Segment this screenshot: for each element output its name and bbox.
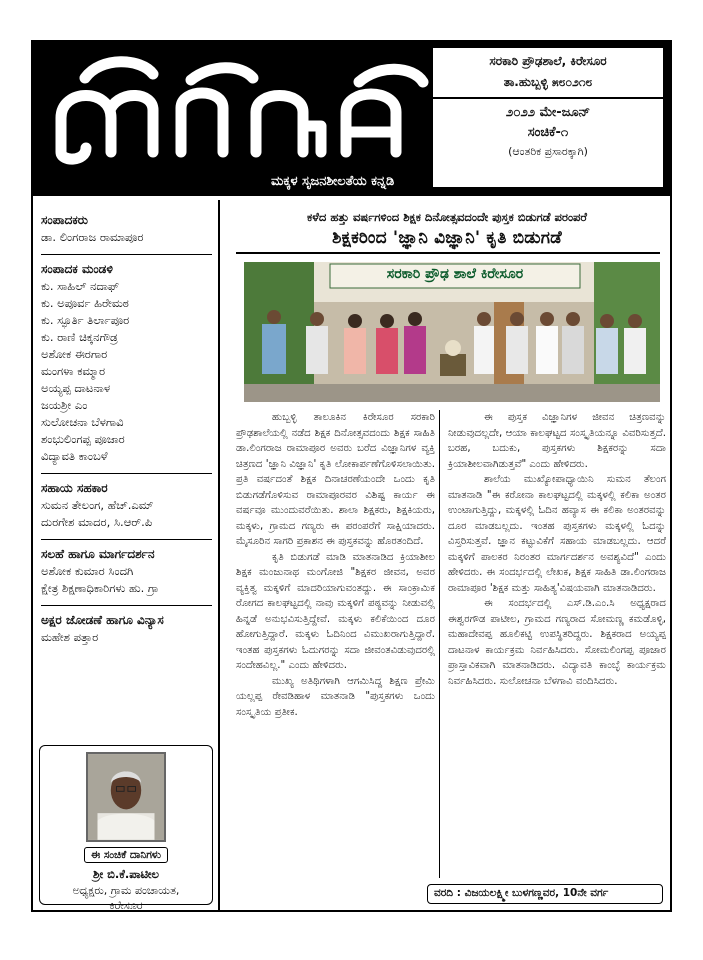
board-member: ವಿದ್ಯಾವತಿ ಕಾಂಬಳೆ: [41, 449, 108, 463]
donor-role: ಅಧ್ಯಕ್ಷರು, ಗ್ರಾಮ ಪಂಚಾಯತ,: [72, 884, 180, 897]
article-paragraph: ಈ ಪುಸ್ತಕ ವಿಜ್ಞಾನಿಗಳ ಜೀವನ ಚಿತ್ರಣವನ್ನು ನೀಡುವುದಲ್ಲದೇ, ಆಯಾ ಕಾಲಘಟ್ಟದ ಸಂಸ್ಕೃತಿಯನ್ನೂ ವಿವರಿಸುತ್ತದೆ. ಬರಹ, ಬದುಕು, ಪುಸ್ತಕಗಳು ಶಿಕ್ಷಕರನ್ನು ಸದಾ ಕ್ರಿಯಾಶೀಲವಾಗಿಡುತ್ತವೆ" ಎಂದು ಹೇಳಿದರು.: [448, 412, 666, 470]
board-member: ಅಶೋಕ ಈರಗಾರ: [41, 347, 108, 361]
board-member: ಜಯಶ್ರೀ ಎಂ: [41, 398, 88, 412]
design-heading: ಅಕ್ಷರ ಜೋಡಣೆ ಹಾಗೂ ವಿನ್ಯಾಸ: [41, 613, 164, 627]
headline-rule: [236, 252, 660, 254]
issue-date: ೨೦೨೨ ಮೇ-ಜೂನ್: [505, 105, 591, 120]
article-paragraph: ಹುಬ್ಬಳ್ಳಿ ತಾಲೂಕಿನ ಕಿರೇಸೂರ ಸರಕಾರಿ ಪ್ರೌಢಶಾಲೆಯಲ್ಲಿ ನಡೆದ ಶಿಕ್ಷಕ ದಿನೋತ್ಸವದಂದು ಶಿಕ್ಷಕ ಸಾಹಿತಿ ಡಾ.ಲಿಂಗರಾಜ ರಾಮಾಪೂರ ಅವರು ಬರೆದ ವಿಜ್ಞಾನಿಗಳ ವ್ಯಕ್ತಿ ಚಿತ್ರಣದ 'ಜ್ಞಾನಿ ವಿಜ್ಞಾನಿ' ಕೃತಿ ಲೋಕಾರ್ಪಣೆಗೊಳಿಸಲಾಯಿತು. ಪ್ರತಿ ವರ್ಷದಂತೆ ಶಿಕ್ಷಕ ದಿನಾಚರಣೆಯಂದೇ ಒಂದು ಕೃತಿ ಬಿಡುಗಡೆಗೊಳಿಸುವ ರಾಮಾಪೂರವರ ವಿಶಿಷ್ಟ ಕಾರ್ಯ ಈ ವರ್ಷವೂ ಮುಂದುವರೆಯಿತು. ಶಾಲಾ ಶಿಕ್ಷಕರು, ಶಿಕ್ಷಕಿಯರು, ಮಕ್ಕಳು, ಗ್ರಾಮದ ಗಣ್ಯರು ಈ ಪರಂಪರೆಗೆ ಸಾಕ್ಷಿಯಾದರು. ಮೈಸೂರಿನ ಸಾಗರಿ ಪ್ರಕಾಶನ ಈ ಪುಸ್ತಕವನ್ನು ಹೊರತಂದಿದೆ.: [236, 412, 435, 547]
board-member: ಸುಲೋಚನಾ ಬೆಳಗಾವಿ: [41, 415, 124, 429]
school-address: ತಾ.ಹುಬ್ಬಳ್ಳಿ ೫೮೦೨೧೮: [503, 75, 593, 89]
article-kicker: ಕಳೆದ ಹತ್ತು ವರ್ಷಗಳಿಂದ ಶಿಕ್ಷಕ ದಿನೋತ್ಸವದಂದೇ ಪುಸ್ತಕ ಬಿಡುಗಡೆ ಪರಂಪರೆ: [307, 210, 587, 224]
masthead: [33, 42, 670, 196]
donor-name: ಶ್ರೀ ಬಿ.ಕೆ.ಪಾಟೀಲ: [93, 867, 159, 881]
advice-member: ಕ್ಷೇತ್ರ ಶಿಕ್ಷಣಾಧಿಕಾರಿಗಳು ಹು. ಗ್ರಾ: [41, 581, 159, 595]
editor-name: ಡಾ. ಲಿಂಗರಾಜ ರಾಮಾಪೂರ: [41, 230, 144, 244]
board-member: ಕು. ಅಪೂರ್ವ ಹಿರೇಮಠ: [41, 296, 129, 310]
article-paragraph: ಮುಖ್ಯ ಅತಿಥಿಗಳಾಗಿ ಆಗಮಿಸಿದ್ದ ಶಿಕ್ಷಣ ಪ್ರೇಮಿ ಯಲ್ಲಪ್ಪ ರೇವಡಿಹಾಳ ಮಾತನಾಡಿ "ಪುಸ್ತಕಗಳು ಒಂದು ಸಂಸ್ಕೃತಿಯ ಪ್ರತೀಕ.: [236, 675, 435, 718]
event-photo-scene: [244, 262, 660, 402]
article-paragraph: ಈ ಸಂದರ್ಭದಲ್ಲಿ ಎಸ್.ಡಿ.ಎಂ.ಸಿ ಅಧ್ಯಕ್ಷರಾದ ಈಶ್ವರಗೌಡ ಪಾಟೀಲ, ಗ್ರಾಮದ ಗಣ್ಯರಾದ ಸೋಮಣ್ಣ ಕಮಡೊಳ್ಳಿ, ಮಹಾದೇವಪ್ಪ ಹೂಲಿಕಟ್ಟಿ ಉಪಸ್ಥಿತರಿದ್ದರು. ಶಿಕ್ಷಕರಾದ ಅಯ್ಯಪ್ಪ ದಾಟನಾಳ ಕಾರ್ಯಕ್ರಮ ನಿರ್ವಹಿಸಿದರು. ಸೋಮಲಿಂಗಪ್ಪ ಪೂಜಾರ ಪ್ರಾಸ್ತಾವಿಕವಾಗಿ ಮಾತನಾಡಿದರು. ವಿದ್ಯಾವತಿ ಕಾಂಬ್ಳೆ ಕಾರ್ಯಕ್ರಮ ನಿರ್ವಹಿಸಿದರು. ಸುಲೋಚನಾ ಬೆಳಗಾವಿ ವಂದಿಸಿದರು.: [448, 598, 666, 687]
editor-heading: ಸಂಪಾದಕರು: [41, 213, 88, 227]
newsletter-logo: [41, 48, 441, 174]
credits-sidebar: [33, 200, 220, 912]
issue-number: ಸಂಚಿಕೆ-೧: [527, 125, 569, 140]
advice-member: ಅಶೋಕ ಕುಮಾರ ಸಿಂದಗಿ: [41, 564, 134, 578]
design-member: ಮಹೇಶ ಪತ್ತಾರ: [41, 630, 99, 644]
section-divider: [41, 605, 212, 606]
donor-place: ಕಿರೇಸೂರ: [109, 899, 143, 912]
main-article: [224, 200, 670, 912]
donor-label: ಈ ಸಂಚಿಕೆ ದಾನಿಗಳು: [84, 847, 168, 863]
school-name: ಸರಕಾರಿ ಪ್ರೌಢಶಾಲೆ, ಕಿರೇಸೂರ: [489, 54, 607, 68]
report-credit: ವರದಿ : ವಿಜಯಲಕ್ಷ್ಮೀ ಬುಳಗಣ್ಣವರ, 10ನೇ ವರ್ಗ: [427, 884, 663, 904]
donor-portrait: [88, 754, 164, 840]
board-member: ಕು. ರಾಣಿ ಚಿಕ್ಕನಗೌಡ್ರ: [41, 330, 118, 344]
article-paragraph: ಶಾಲೆಯ ಮುಖ್ಯೋಪಾಧ್ಯಾಯಿನಿ ಸುಮನ ತೆಲಂಗ ಮಾತನಾಡಿ "ಈ ಕರೋನಾ ಕಾಲಘಟ್ಟದಲ್ಲಿ ಮಕ್ಕಳಲ್ಲಿ ಕಲಿಕಾ ಅಂತರ ಉಂಟಾಗುತ್ತಿದ್ದು, ಮಕ್ಕಳಲ್ಲಿ ಓದಿನ ಹವ್ಯಾಸ ಈ ಕಲಿಕಾ ಅಂತರವನ್ನು ದೂರ ಮಾಡಬಲ್ಲದು. ಇಂತಹ ಪುಸ್ತಕಗಳು ಮಕ್ಕಳಲ್ಲಿ ಓದನ್ನು ವಿಸ್ತರಿಸುತ್ತವೆ. ಜ್ಞಾನ ಕಟ್ಟುವಿಕೆಗೆ ಸಹಾಯ ಮಾಡಬಲ್ಲದು. ಆದರೆ ಮಕ್ಕಳಿಗೆ ಪಾಲಕರ ನಿರಂತರ ಮಾರ್ಗದರ್ಶನ ಅವಶ್ಯವಿದೆ" ಎಂದು ಹೇಳಿದರು. ಈ ಸಂದರ್ಭದಲ್ಲಿ ಲೇಖಕ, ಶಿಕ್ಷಕ ಸಾಹಿತಿ ಡಾ.ಲಿಂಗರಾಜ ರಾಮಾಪೂರ 'ಶಿಕ್ಷಕ ಮತ್ತು ಸಾಹಿತ್ಯ'ವಿಷಯವಾಗಿ ಮಾತನಾಡಿದರು.: [448, 474, 666, 594]
newsletter-page: [31, 40, 672, 912]
board-heading: ಸಂಪಾದಕ ಮಂಡಳಿ: [41, 262, 113, 276]
school-banner-text: ಸರಕಾರಿ ಪ್ರೌಢ ಶಾಲೆ ಕಿರೇಸೂರ: [386, 266, 524, 282]
board-member: ಕು. ಸ್ಫೂರ್ತಿ ತಿರ್ಲಾಪೂರ: [41, 313, 130, 327]
article-column-right: [444, 410, 666, 878]
assist-member: ಸುಮನ ತೇಲಂಗ, ಹೆಚ್.ಎಮ್: [41, 498, 154, 512]
event-photo: [244, 262, 660, 402]
logo-lettering: [41, 48, 441, 174]
donor-box: [39, 745, 213, 912]
article-headline: ಶಿಕ್ಷಕರಿಂದ 'ಜ್ಞಾನಿ ವಿಜ್ಞಾನಿ' ಕೃತಿ ಬಿಡುಗಡೆ: [332, 228, 562, 248]
article-column-left: [236, 410, 440, 878]
board-member: ಶಂಭುಲಿಂಗಪ್ಪ ಪೂಜಾರ: [41, 432, 125, 446]
advice-heading: ಸಲಹೆ ಹಾಗೂ ಮಾರ್ಗದರ್ಶನ: [41, 547, 155, 561]
tagline: ಮಕ್ಕಳ ಸೃಜನಶೀಲತೆಯ ಕನ್ನಡಿ: [271, 174, 395, 189]
article-paragraph: ಕೃತಿ ಬಿಡುಗಡೆ ಮಾಡಿ ಮಾತನಾಡಿದ ಕ್ರಿಯಾಶೀಲ ಶಿಕ್ಷಕ ಮಂಜುನಾಥ ಮಂಗೋಜಿ "ಶಿಕ್ಷಕರ ಜೀವನ, ಅವರ ವ್ಯಕ್ತಿತ್ವ ಮಕ್ಕಳಿಗೆ ಮಾದರಿಯಾಗುವಂತದ್ದು. ಈ ಸಾಂಕ್ರಾಮಿಕ ರೋಗದ ಕಾಲಘಟ್ಟದಲ್ಲಿ ನಾವು ಮಕ್ಕಳಿಗೆ ಪಠ್ಯವನ್ನು ನೀಡುವಲ್ಲಿ ಹಿನ್ನಡೆ ಅನುಭವಿಸುತ್ತಿದ್ದೇವೆ. ಮಕ್ಕಳು ಕಲಿಕೆಯಿಂದ ದೂರ ಹೋಗುತ್ತಿದ್ದಾರೆ. ಮಕ್ಕಳು ಓದಿನಿಂದ ವಿಮುಖರಾಗುತ್ತಿದ್ದಾರೆ. ಇಂತಹ ಪುಸ್ತಕಗಳು ಓದುಗರನ್ನು ಸದಾ ಜೀವಂತವಿಡುವುದರಲ್ಲಿ ಸಂದೇಹವಿಲ್ಲ." ಎಂದು ಹೇಳಿದರು.: [236, 551, 435, 671]
assist-member: ದುರಗೇಶ ಮಾದರ, ಸಿ.ಆರ್.ಪಿ: [41, 515, 153, 529]
assist-heading: ಸಹಾಯ ಸಹಕಾರ: [41, 481, 108, 495]
board-member: ಅಯ್ಯಪ್ಪ ದಾಟನಾಳ: [41, 381, 111, 395]
board-member: ಕು. ಸಾಹಿಲ್ ನದಾಫ್: [41, 279, 120, 293]
donor-photo: [86, 752, 166, 842]
info-divider: [433, 97, 663, 99]
section-divider: [41, 473, 212, 474]
issue-info-box: [431, 46, 665, 189]
circulation-note: (ಆಂತರಿಕ ಪ್ರಸಾರಕ್ಕಾಗಿ): [508, 145, 588, 158]
section-divider: [41, 254, 212, 255]
section-divider: [41, 539, 212, 540]
board-member: ಮಂಗಳಾ ಕಮ್ಮಾರ: [41, 364, 106, 378]
